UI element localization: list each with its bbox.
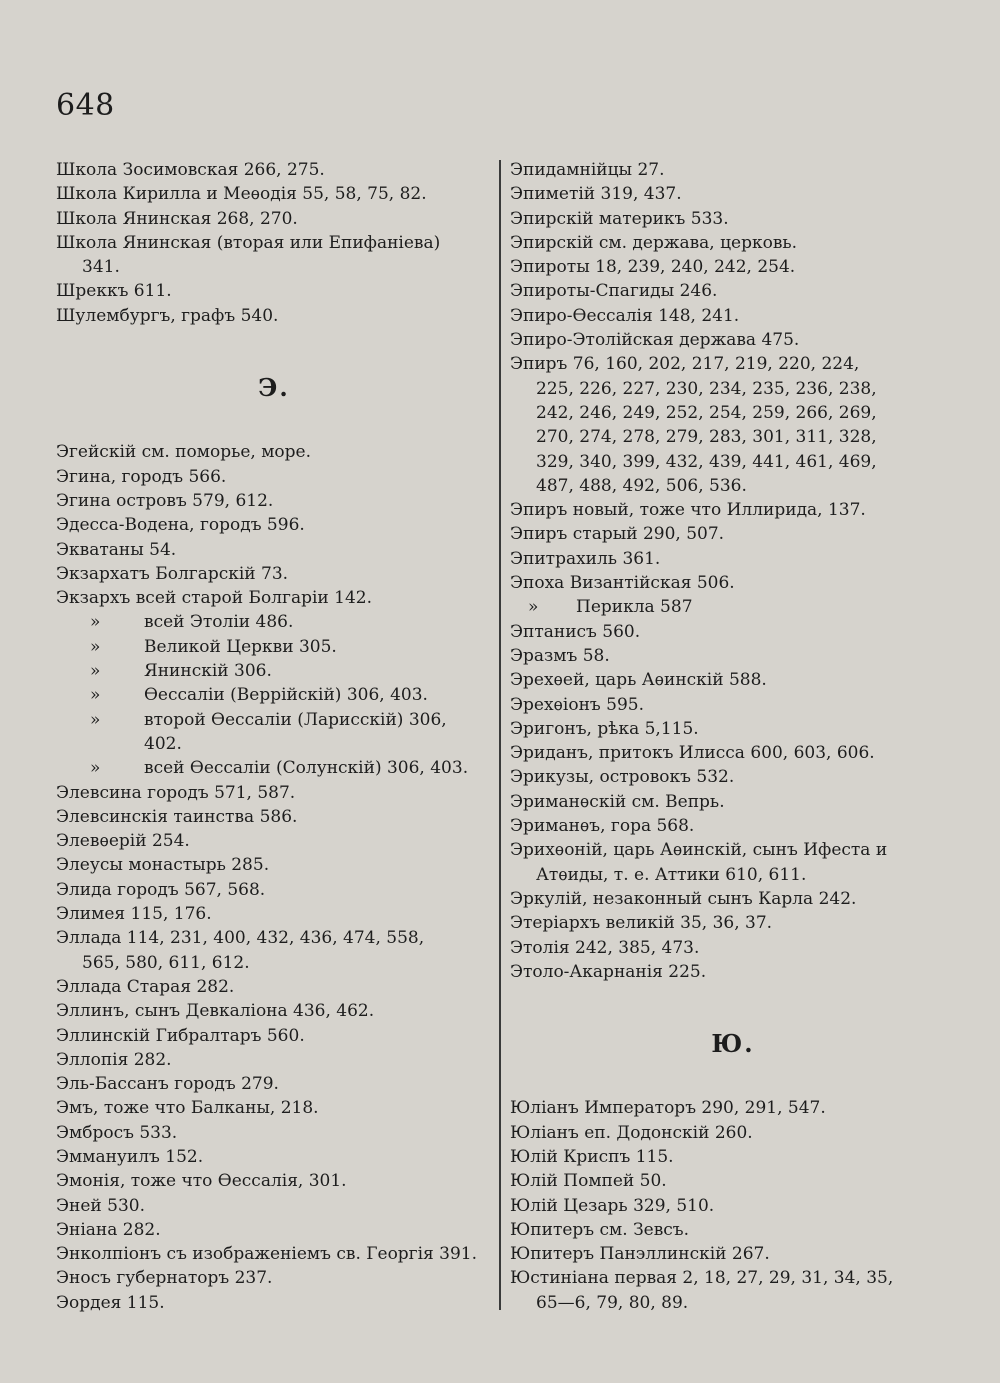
index-subentry-text: второй Ѳессаліи (Ларисскій) 306, [144,709,447,730]
index-subentry [510,595,956,619]
index-entry: Эриданъ, притокъ Илисса 600, 603, 606. [510,743,875,764]
index-entry: Эригонъ, рѣка 5,115. [510,718,699,739]
index-entry: Эордея 115. [56,1292,165,1313]
index-entry: Эрихѳоній, царь Аѳинскій, сынъ Ифеста и [510,840,888,861]
index-entry: Шулембургъ, графъ 540. [56,305,279,326]
index-entry: Эпирскій материкъ 533. [510,208,729,229]
index-subentry [56,659,492,683]
section-gap [510,1056,956,1096]
index-entry: Юлій Цезарь 329, 510. [510,1195,715,1216]
index-entry: Эней 530. [56,1195,145,1216]
index-entry: Эразмъ 58. [510,645,610,666]
section-gap [510,984,956,1032]
index-entry: Элевѳерій 254. [56,831,190,852]
index-entry: Эрехѳей, царь Аѳинскій 588. [510,670,767,691]
index-subentry [56,683,492,707]
ditto-mark: » [90,661,101,682]
index-subentry [56,756,492,780]
index-entry: Эпоха Византійская 506. [510,573,735,594]
index-entry: Эніана 282. [56,1219,161,1240]
index-entry: Эрехѳіонъ 595. [510,694,644,715]
index-subentry-text: всей Этоліи 486. [144,612,294,633]
index-entry: Эль-Бассанъ городъ 279. [56,1074,279,1095]
index-entry: Эллопія 282. [56,1049,172,1070]
index-entry: Эгина, городъ 566. [56,466,227,487]
index-entry-continuation: 242, 246, 249, 252, 254, 259, 266, 269, [536,402,877,423]
index-entry: Юлій Криспъ 115. [510,1146,674,1167]
index-subentry-text: всей Ѳессаліи (Солунскій) 306, 403. [144,758,469,779]
index-entry: Школа Янинская 268, 270. [56,208,298,229]
ditto-mark: » [90,685,101,706]
index-subentry-text: Перикла 587 [576,597,693,618]
index-entry: Юстиніана первая 2, 18, 27, 29, 31, 34, 35, [510,1268,894,1289]
index-entry: Эпиръ новый, тоже что Иллирида, 137. [510,500,866,521]
index-entry: Эллада 114, 231, 400, 432, 436, 474, 558, [56,928,425,949]
index-entry: Элевсина городъ 571, 587. [56,782,296,803]
index-entry: Эпиръ 76, 160, 202, 217, 219, 220, 224, [510,354,860,375]
index-entry: Юпитеръ Панэллинскій 267. [510,1244,770,1265]
left-column [56,158,492,1315]
index-entry: Эносъ губернаторъ 237. [56,1268,273,1289]
index-subentry [56,610,492,634]
index-entry: Школа Кирилла и Меѳодія 55, 58, 75, 82. [56,184,427,205]
index-entry: Эгейскій см. поморье, море. [56,442,312,463]
index-entry: Экватаны 54. [56,539,177,560]
index-entry-continuation: 329, 340, 399, 432, 439, 441, 461, 469, [536,451,877,472]
index-entry: Этоло-Акарнанія 225. [510,961,707,982]
section-heading-e: Э. [258,373,290,403]
ditto-mark: » [90,709,101,730]
index-entry: Эриманѳъ, гора 568. [510,816,695,837]
index-entry: Шреккъ 611. [56,281,172,302]
index-entry: Эпидамнійцы 27. [510,160,665,180]
index-entry: Эллада Старая 282. [56,976,235,997]
index-entry: Юліанъ еп. Додонскій 260. [510,1122,753,1143]
index-entry: Эпирскій см. держава, церковь. [510,232,798,253]
index-entry: Эдесса-Водена, городъ 596. [56,515,305,536]
index-entry: Эркулій, незаконный сынъ Карла 242. [510,888,857,909]
index-entry: Эпиро-Этолійская держава 475. [510,330,800,351]
index-entry: Эллинскій Гибралтаръ 560. [56,1025,305,1046]
index-entry: Юліанъ Императоръ 290, 291, 547. [510,1098,826,1119]
index-entry: Эпитрахиль 361. [510,548,661,569]
index-entry: Этеріархъ великій 35, 36, 37. [510,913,773,934]
index-entry: Эпиро-Ѳессалія 148, 241. [510,305,740,326]
index-entry-continuation: Атѳиды, т. е. Аттики 610, 611. [536,864,807,885]
index-entry: Элида городъ 567, 568. [56,879,266,900]
index-entry: Элимея 115, 176. [56,904,212,925]
index-subentry [56,708,492,732]
index-entry: Эпироты-Спагиды 246. [510,281,718,302]
index-entry: Элевсинскія таинства 586. [56,806,298,827]
index-entry: Эптанисъ 560. [510,621,641,642]
index-subentry-text: Янинскій 306. [144,661,272,682]
index-entry: Эллинъ, сынъ Девкаліона 436, 462. [56,1001,375,1022]
ditto-mark: » [528,597,539,618]
index-entry: Школа Зосимовская 266, 275. [56,160,325,180]
index-entry: Энколпіонъ съ изображеніемъ св. Георгія 391. [56,1244,478,1265]
column-divider [499,160,501,1310]
index-subentry-continuation: 402. [144,733,182,754]
index-entry: Юпитеръ см. Зевсъ. [510,1219,690,1240]
index-entry: Экзархатъ Болгарскій 73. [56,563,289,584]
section-heading-yu: Ю. [711,1029,755,1059]
ditto-mark: » [90,636,101,657]
right-column [510,158,956,1315]
page-number: 648 [56,88,115,123]
index-entry-continuation: 270, 274, 278, 279, 283, 301, 311, 328, [536,427,877,448]
index-entry: Эмъ, тоже что Балканы, 218. [56,1098,319,1119]
index-entry: Эпиръ старый 290, 507. [510,524,725,545]
section-gap [56,328,492,376]
index-entry: Эриманѳскій см. Вепрь. [510,791,725,812]
index-entry: Этолія 242, 385, 473. [510,937,700,958]
ditto-mark: » [90,612,101,633]
index-subentry-text: Ѳессаліи (Веррійскій) 306, 403. [144,685,428,706]
index-entry: Школа Янинская (вторая или Епифаніева) [56,232,441,253]
index-entry: Эпиметій 319, 437. [510,184,682,205]
index-entry-continuation: 341. [82,257,120,278]
index-entry: Эмонія, тоже что Ѳессалія, 301. [56,1171,347,1192]
index-subentry-text: Великой Церкви 305. [144,636,337,657]
index-entry: Эмбросъ 533. [56,1122,178,1143]
index-entry-continuation: 487, 488, 492, 506, 536. [536,475,747,496]
index-entry: Экзархъ всей старой Болгаріи 142. [56,588,373,609]
index-entry: Элеусы монастырь 285. [56,855,270,876]
index-entry-continuation: 225, 226, 227, 230, 234, 235, 236, 238, [536,378,877,399]
section-gap [56,400,492,440]
index-entry-continuation: 65—6, 79, 80, 89. [536,1292,689,1313]
index-entry: Юлій Помпей 50. [510,1171,667,1192]
index-subentry [56,635,492,659]
ditto-mark: » [90,758,101,779]
index-entry: Эгина островъ 579, 612. [56,490,274,511]
index-entry: Эпироты 18, 239, 240, 242, 254. [510,257,796,278]
index-entry: Эммануилъ 152. [56,1146,204,1167]
index-entry: Эрикузы, островокъ 532. [510,767,735,788]
index-entry-continuation: 565, 580, 611, 612. [82,952,250,973]
